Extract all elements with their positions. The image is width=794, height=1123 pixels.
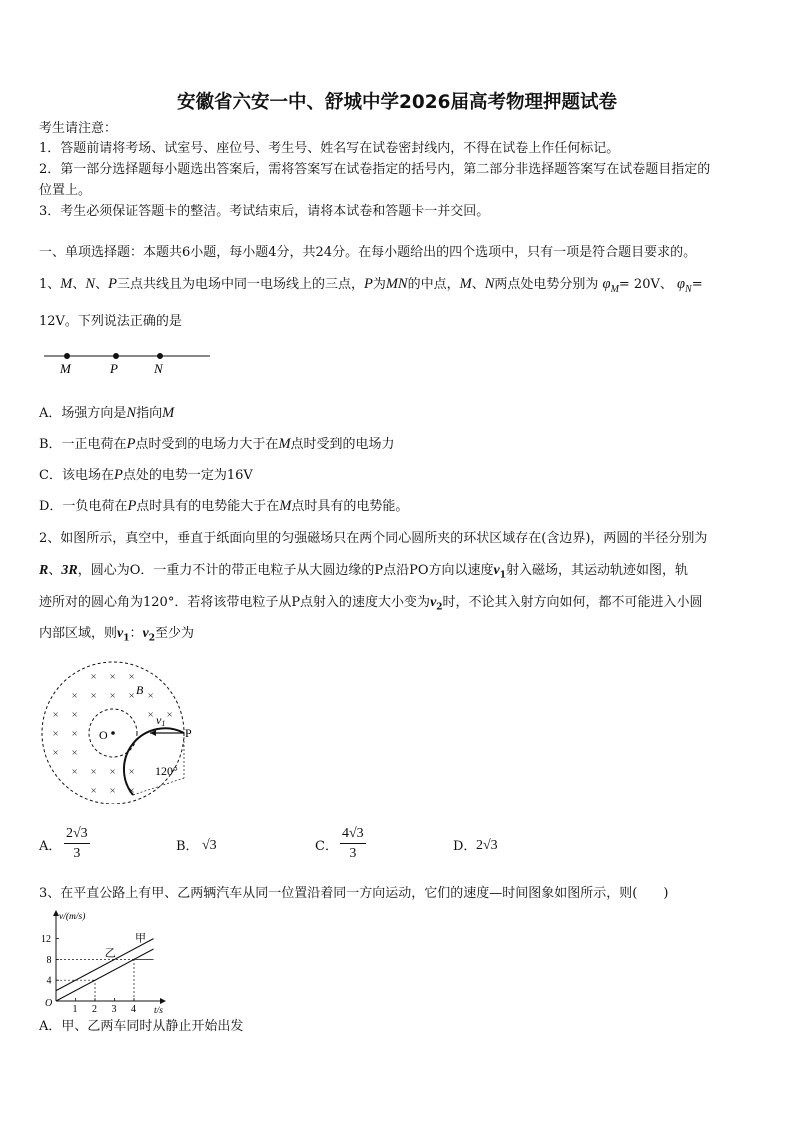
x-tick-label: 3	[111, 1004, 117, 1015]
field-cross-mark: ×	[109, 690, 116, 702]
question-3-line-1: 3、在平直公路上有甲、乙两辆汽车从同一位置沿着同一方向运动，它们的速度—时间图象如图所示，则( )	[39, 886, 669, 901]
var-mn: MN	[385, 276, 408, 292]
notice-item: 1．答题前请将考场、试室号、座位号、考生号、姓名写在试卷密封线内，不得在试卷上作任何标记。	[39, 141, 620, 156]
notice-item: 位置上。	[39, 183, 92, 198]
field-cross-mark: ×	[109, 766, 116, 778]
option-var: M	[279, 498, 292, 514]
sub-1: 1	[123, 633, 130, 644]
question-1-line-2: 12V。下列说法正确的是	[39, 314, 182, 329]
option-text: 点时受到的电场力	[290, 437, 395, 452]
q2-text: 内部区域，则	[39, 626, 118, 641]
option-text: 指向	[136, 406, 163, 421]
fraction-denominator: 3	[73, 846, 81, 861]
field-cross-mark: ×	[71, 766, 78, 778]
label-b: B	[136, 683, 144, 697]
q1-text: 的中点，	[407, 277, 460, 292]
q2-option-c-label: C．	[315, 839, 338, 854]
phi-symbol: φ	[677, 276, 686, 292]
point-p-dot	[113, 353, 119, 359]
velocity-time-chart	[36, 906, 176, 1016]
label-p: P	[185, 726, 192, 740]
phi-symbol: φ	[602, 276, 611, 292]
q2-option-a-label: A．	[39, 839, 62, 854]
point-m-dot	[64, 353, 70, 359]
field-cross-mark: ×	[52, 728, 59, 740]
question-2-line-3	[39, 594, 703, 617]
var-v: v	[142, 626, 149, 641]
q1-option-a	[39, 405, 174, 422]
field-cross-mark: ×	[71, 747, 78, 759]
q1-option-c	[39, 467, 253, 484]
q2-option-d-value: 2√3	[476, 838, 498, 853]
option-text: 点处的电势一定为16V	[122, 468, 253, 483]
y-tick-label: 8	[46, 954, 52, 966]
collinear-points-figure	[40, 346, 215, 378]
q3-option-a: A．甲、乙两车同时从静止开始出发	[39, 1019, 244, 1034]
x-tick-label: 4	[131, 1004, 136, 1015]
field-cross-mark: ×	[52, 747, 59, 759]
x-axis-arrow	[160, 998, 166, 1004]
q2-text: 、	[48, 563, 62, 578]
radius-line	[133, 778, 184, 795]
x-tick-label: 1	[72, 1004, 78, 1015]
option-text: 点时具有的电势能大于在	[136, 499, 280, 514]
field-cross-mark: ×	[128, 671, 135, 683]
x-tick-label: 2	[92, 1004, 97, 1015]
question-2-line-1: 2、如图所示，真空中，垂直于纸面向里的匀强磁场只在两个同心圆所夹的环状区域存在(含边界)，两圆的半径分别为	[39, 531, 708, 546]
field-cross-mark: ×	[128, 690, 135, 702]
var-m: M	[459, 276, 472, 292]
question-1-line-1	[39, 276, 703, 299]
var-n: N	[85, 276, 96, 292]
var-m: M	[60, 276, 73, 292]
sub-2: 2	[436, 602, 443, 613]
sub-1: 1	[499, 570, 506, 581]
var-v: v	[493, 563, 500, 578]
field-cross-mark: ×	[71, 690, 78, 702]
fraction-numerator: 4√3	[340, 826, 366, 844]
q2-text: 射入磁场，其运动轨迹如图，轨	[506, 563, 689, 578]
fraction-denominator: 3	[349, 846, 357, 861]
q1-sep: 、	[95, 277, 109, 292]
field-cross-mark: ×	[90, 766, 97, 778]
question-2-line-4	[39, 625, 194, 648]
var-v: v	[117, 626, 124, 641]
var-3r: 3R	[61, 563, 78, 578]
q2-text: ：	[129, 626, 143, 641]
point-n-dot	[157, 353, 163, 359]
var-p: P	[363, 276, 373, 292]
q1-text: 两点处电势分别为	[494, 277, 599, 292]
page-title: 安徽省六安一中、舒城中学2026届高考物理押题试卷	[177, 92, 617, 113]
option-var: P	[127, 498, 137, 514]
q2-option-c-fraction	[340, 826, 366, 862]
option-var: N	[126, 405, 137, 421]
y-axis-label: v/(m/s)	[59, 912, 86, 922]
chart-ticks	[41, 934, 136, 1015]
y-tick-label: 4	[46, 975, 52, 987]
q2-text: ，圆心为O．一重力不计的带正电粒子从大圆边缘的P点沿PO方向以速度	[77, 563, 494, 578]
field-cross-mark: ×	[166, 709, 173, 721]
fraction-numerator: 2√3	[64, 826, 90, 844]
field-cross-mark: ×	[147, 690, 154, 702]
q2-option-d-label: D．	[453, 839, 477, 854]
center-dot	[111, 731, 115, 735]
notice-heading: 考生请注意：	[39, 121, 118, 136]
q2-option-a-fraction	[64, 826, 90, 862]
q1-option-b	[39, 436, 395, 453]
field-cross-mark: ×	[128, 766, 135, 778]
notice-item: 2．第一部分选择题每小题选出答案后，需将答案写在试卷指定的括号内，第二部分非选择题答案写在试卷题目指定的	[39, 162, 711, 177]
var-n: N	[484, 276, 495, 292]
origin-label: O	[45, 998, 53, 1009]
label-n: N	[154, 361, 163, 376]
chart-series	[56, 932, 154, 1001]
label-p: P	[110, 361, 118, 376]
field-cross-mark: ×	[109, 785, 116, 797]
q1-sep: 、	[471, 277, 485, 292]
series-label: 乙	[104, 947, 116, 960]
var-p: P	[108, 276, 117, 292]
var-r: R	[39, 563, 49, 578]
q2-text: 迹所对的圆心角为120°．若将该带电粒子从P点射入的速度大小变为	[39, 595, 431, 610]
q1-number: 1、	[39, 277, 61, 292]
phi-sub-n: N	[685, 283, 692, 295]
q1-option-d	[39, 498, 408, 515]
option-text: 点时具有的电势能。	[291, 499, 409, 514]
q2-option-b-value: √3	[202, 838, 217, 853]
option-text: 点时受到的电场力大于在	[135, 437, 279, 452]
option-text: C．该电场在	[39, 468, 114, 483]
field-cross-mark: ×	[109, 671, 116, 683]
phi-n-eq: =	[691, 277, 703, 292]
field-cross-mark: ×	[90, 785, 97, 797]
series-label: 甲	[134, 932, 146, 945]
label-v1: v1	[156, 713, 166, 728]
option-text: D．一负电荷在	[39, 499, 128, 514]
option-text: A．场强方向是	[39, 406, 127, 421]
field-cross-mark: ×	[71, 728, 78, 740]
field-cross-mark: ×	[147, 709, 154, 721]
y-tick-label: 12	[41, 934, 51, 946]
field-cross-mark: ×	[128, 785, 135, 797]
section-heading: 一、单项选择题：本题共6小题，每小题4分，共24分。在每小题给出的四个选项中，只有一项是符合题目要求的。	[39, 245, 697, 260]
notice-item: 3．考生必须保证答题卡的整洁。考试结束后，请将本试卷和答题卡一并交回。	[39, 204, 490, 219]
field-cross-mark: ×	[90, 690, 97, 702]
q1-sep: 、	[72, 277, 86, 292]
field-cross-mark: ×	[71, 709, 78, 721]
option-text: B．一正电荷在	[39, 437, 127, 452]
field-cross-mark: ×	[90, 671, 97, 683]
field-cross-mark: ×	[52, 709, 59, 721]
q2-text: 时，不论其入射方向如何，都不可能进入小圆	[442, 595, 703, 610]
phi-m-value: = 20V、	[618, 277, 673, 292]
option-var: P	[113, 467, 123, 483]
option-var: M	[278, 436, 291, 452]
question-2-line-2	[39, 562, 688, 585]
x-axis-label: t/s	[154, 1006, 163, 1016]
label-m: M	[60, 361, 71, 376]
sub-2: 2	[148, 633, 155, 644]
option-var: M	[162, 405, 175, 421]
phi-sub-m: M	[610, 283, 619, 295]
label-o: O	[99, 728, 108, 742]
q2-text: 至少为	[155, 626, 195, 641]
option-var: P	[126, 436, 136, 452]
q1-text: 三点共线且为电场中同一电场线上的三点，	[116, 277, 364, 292]
q1-text: 为	[372, 277, 386, 292]
chart-guides	[56, 959, 154, 1001]
var-v: v	[430, 595, 437, 610]
magnetic-field-figure	[38, 658, 198, 804]
angle-label: 120°	[155, 764, 178, 778]
q2-option-b-label: B．	[176, 839, 199, 854]
